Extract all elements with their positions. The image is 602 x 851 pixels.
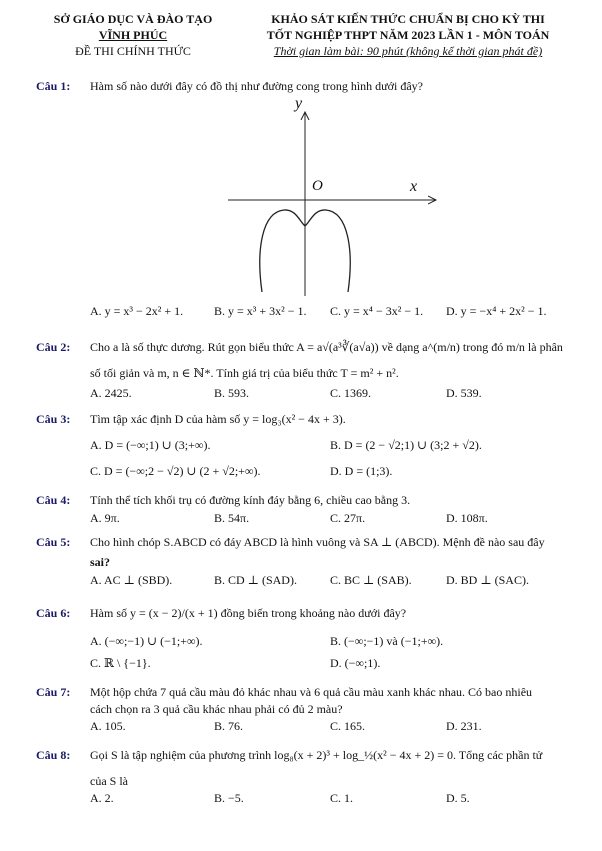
option-a[interactable]: A. 105. [90,719,126,733]
option-d[interactable]: D. 231. [446,719,482,733]
option-b[interactable]: B. y = x³ + 3x² − 1. [214,304,307,318]
option-c[interactable]: C. 27π. [330,511,366,525]
header-official: ĐỀ THI CHÍNH THỨC [75,44,191,58]
header-title: KHẢO SÁT KIẾN THỨC CHUẨN BỊ CHO KỲ THI [271,12,545,26]
question-text: Một hộp chứa 7 quả cầu màu đỏ khác nhau và 6 quả cầu màu xanh khác nhau. Có bao nhiêu [90,685,533,699]
option-c[interactable]: C. 1. [330,791,354,805]
option-a[interactable]: A. 2425. [90,386,132,400]
question-label: Câu 4: [36,493,71,507]
question-text-cont: số tối giản và m, n ∈ ℕ*. Tính giá trị của biểu thức T = m² + n². [90,366,399,380]
option-b[interactable]: B. D = (2 − √2;1) ∪ (3;2 + √2). [330,438,482,452]
option-a[interactable]: A. (−∞;−1) ∪ (−1;+∞). [90,634,203,648]
graph-x-label: x [410,178,418,195]
header-time: Thời gian làm bài: 90 phút (không kể thời gian phát đề) [273,44,543,58]
option-d[interactable]: D. BD ⊥ (SAC). [446,573,529,587]
question-label: Câu 3: [36,412,71,426]
option-b[interactable]: B. −5. [214,791,244,805]
question-label: Câu 7: [36,685,71,699]
option-c[interactable]: C. 1369. [330,386,372,400]
option-b[interactable]: B. 54π. [214,511,250,525]
question-label: Câu 8: [36,748,71,762]
question-text: Hàm số y = (x − 2)/(x + 1) đồng biến trong khoảng nào dưới đây? [90,606,407,620]
graph-origin-label: O [312,178,323,194]
question-text-cont: sai? [90,555,111,569]
option-b[interactable]: B. CD ⊥ (SAD). [214,573,297,587]
graph-y-label: y [295,95,303,112]
option-a[interactable]: A. y = x³ − 2x² + 1. [90,304,184,318]
option-c[interactable]: C. BC ⊥ (SAB). [330,573,412,587]
option-c[interactable]: C. y = x⁴ − 3x² − 1. [330,304,424,318]
question-label: Câu 6: [36,606,71,620]
option-d[interactable]: D. D = (1;3). [330,464,393,478]
option-d[interactable]: D. 108π. [446,511,488,525]
option-a[interactable]: A. AC ⊥ (SBD). [90,573,173,587]
question-text: Tìm tập xác định D của hàm số y = log₃(x² − 4x + 3). [90,412,346,426]
option-d[interactable]: D. y = −x⁴ + 2x² − 1. [446,304,547,318]
option-d[interactable]: D. (−∞;1). [330,656,381,670]
question-text-cont: cách chọn ra 3 quả cầu khác nhau phải có đủ 2 màu? [90,702,343,716]
option-a[interactable]: A. D = (−∞;1) ∪ (3;+∞). [90,438,211,452]
question-text: Tính thể tích khối trụ có đường kính đáy bằng 6, chiều cao bằng 3. [90,493,411,507]
question-text-cont: của S là [90,774,128,788]
question-label: Câu 1: [36,79,71,93]
question-text: Gọi S là tập nghiệm của phương trình log₈(x + 2)³ + log_½(x² − 4x + 2) = 0. Tổng các phần tử [90,748,543,762]
header-province: VĨNH PHÚC [98,28,168,42]
option-d[interactable]: D. 5. [446,791,470,805]
option-d[interactable]: D. 539. [446,386,482,400]
option-c[interactable]: C. 165. [330,719,366,733]
question-text: Cho a là số thực dương. Rút gọn biểu thức A = a√(a³∛(a√a)) về dạng a^(m/n) trong đó m/n là phân [90,340,563,354]
option-c[interactable]: C. D = (−∞;2 − √2) ∪ (2 + √2;+∞). [90,464,261,478]
option-b[interactable]: B. 593. [214,386,250,400]
header-subtitle: TỐT NGHIỆP THPT NĂM 2023 LẦN 1 - MÔN TOÁN [266,28,550,42]
option-a[interactable]: A. 2. [90,791,114,805]
option-c[interactable]: C. ℝ \ {−1}. [90,656,151,670]
question-text: Hàm số nào dưới đây có đồ thị như đường cong trong hình dưới đây? [90,79,424,93]
question-label: Câu 2: [36,340,71,354]
question-text: Cho hình chóp S.ABCD có đáy ABCD là hình vuông và SA ⊥ (ABCD). Mệnh đề nào sau đây [90,535,545,549]
option-b[interactable]: B. 76. [214,719,244,733]
option-a[interactable]: A. 9π. [90,511,120,525]
header-dept: SỞ GIÁO DỤC VÀ ĐÀO TẠO [53,12,213,26]
option-b[interactable]: B. (−∞;−1) và (−1;+∞). [330,634,444,648]
question-label: Câu 5: [36,535,71,549]
